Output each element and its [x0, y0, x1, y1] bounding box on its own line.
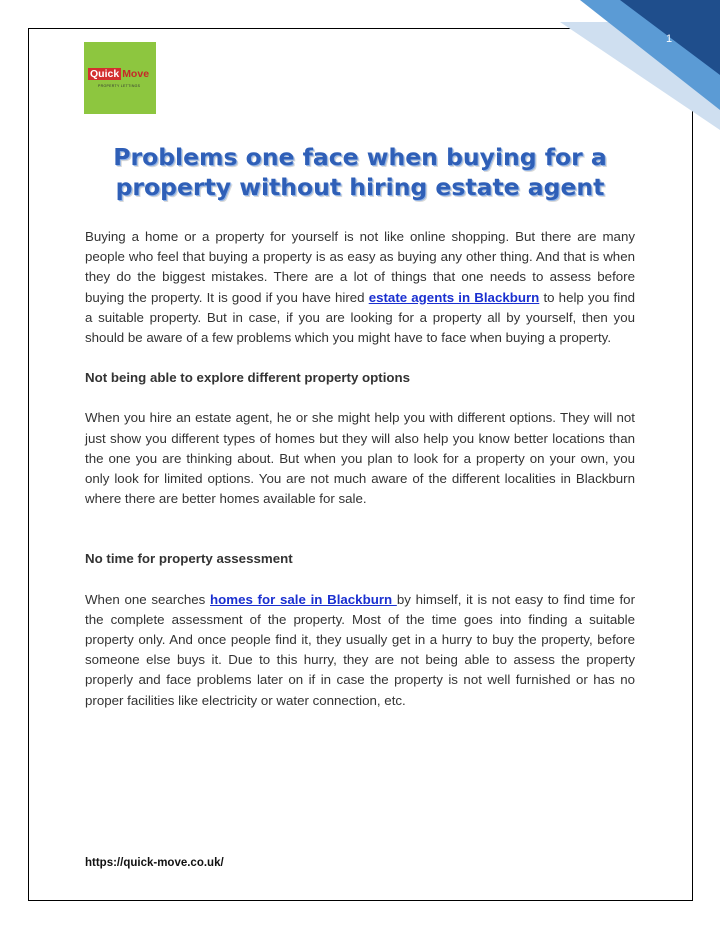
intro-paragraph	[85, 227, 635, 348]
intro-text-1: Buying a home or a property for yourself is not like online shopping. But there are many people who feel that buying a property is as easy as buying any other thing. And that is when they do the biggest mistakes. There are a lot of things that one needs to assess before buying the property. It is good if you have hired	[85, 229, 635, 305]
section2-text-2: by himself, it is not easy to find time for the complete assessment of the property. Most of the time goes into finding a suitable property only. And once people find it, they usually get in a hurry to buy the property, before someone else buys it. Due to this hurry, they are not being able to assess the property properly and face problems later on if in case the property is not well furnished or has no proper facilities like electricity or water connection, etc.	[85, 591, 636, 708]
company-logo[interactable]	[84, 42, 156, 114]
page-title: Problems one face when buying for a property without hiring estate agent	[113, 143, 607, 201]
section2-heading: No time for property assessment	[85, 551, 293, 567]
logo-move-text: Move	[122, 68, 150, 80]
section1-paragraph: When you hire an estate agent, he or she might help you with different options. They will not just show you different types of homes but they will also help you know better locations than the one you are thinking about. But when you plan to look for a property on your own, you only look for limited options. You are not much aware of the different localities in Blackburn where there are better homes available for sale.	[85, 410, 635, 507]
footer-url[interactable]: https://quick-move.co.uk/	[85, 857, 224, 869]
logo-quick-text: Quick	[90, 68, 120, 80]
page-number: 1	[666, 33, 673, 45]
logo-subtitle: PROPERTY LETTINGS	[98, 84, 141, 88]
estate-agents-link[interactable]: estate agents in Blackburn	[368, 289, 540, 305]
section2-text-1: When one searches	[85, 591, 210, 607]
article-body	[85, 227, 635, 711]
section2-paragraph	[85, 590, 635, 711]
intro-text-2: to help you find a suitable property. But in case, if you are looking for a property all by yourself, then you should be aware of a few problems which you might have to face when buying a property.	[85, 289, 635, 346]
section1-heading: Not being able to explore different property options	[85, 370, 411, 386]
corner-decoration	[550, 0, 720, 130]
logo-wordmark	[88, 67, 152, 81]
homes-for-sale-link[interactable]: homes for sale in Blackburn	[210, 591, 397, 607]
